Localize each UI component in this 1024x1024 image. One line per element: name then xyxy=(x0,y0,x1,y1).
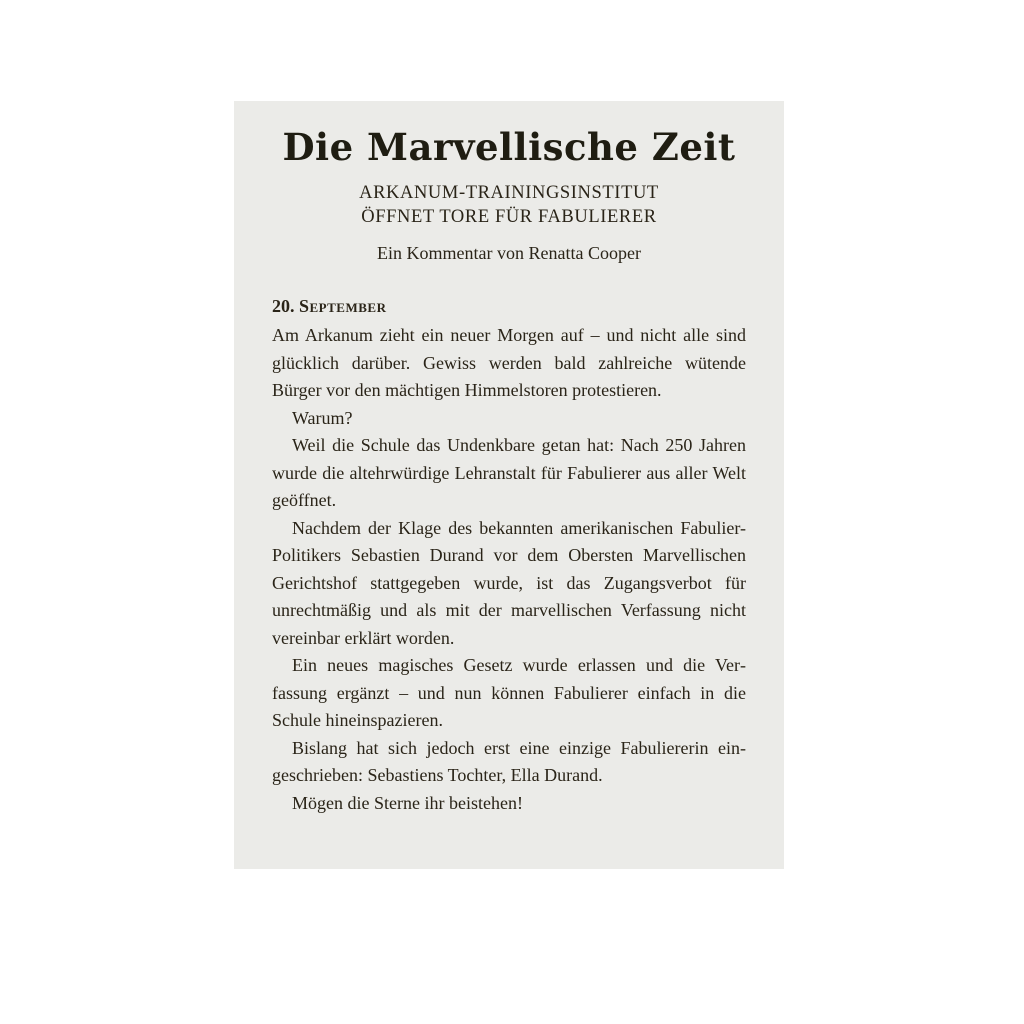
paragraph-5: Ein neues magisches Gesetz wurde erlassen und die Verfassung ergänzt – und nun können Fabulierer einfach in die Schule hineinspazieren. xyxy=(272,655,746,730)
byline: Ein Kommentar von Renatta Cooper xyxy=(377,243,641,263)
paragraph-3: Weil die Schule das Undenkbare getan hat: Nach 250 Jahren wurde die altehrwürdige Lehranstalt für Fabulierer aus aller Welt geöffnet. xyxy=(272,435,746,510)
paragraph-1: Am Arkanum zieht ein neuer Morgen auf – und nicht alle sind glücklich darüber. Gewiss werden bald zahlreiche wütende Bürger vor den mächtigen Himmelstoren protestieren. xyxy=(272,325,746,400)
headline-line-1: ARKANUM-TRAININGSINSTITUT xyxy=(359,183,659,203)
masthead: Die Marvellische Zeit xyxy=(282,125,736,169)
paragraph-7: Mögen die Sterne ihr beistehen! xyxy=(292,792,523,813)
dateline xyxy=(272,297,746,316)
headline xyxy=(272,181,746,229)
paragraph-4: Nachdem der Klage des bekannten amerikanischen Fabulier-Politikers Sebastien Durand vor dem Obersten Marvellischen Gerichtshof stattgegeben wurde, ist das Zugangsverbot für unrechtmäßig und als mit der marvellischen Verfassung nicht vereinbar erklärt worden. xyxy=(272,517,746,648)
article-body xyxy=(272,297,746,817)
dateline-day: 20. xyxy=(272,296,295,316)
dateline-month: September xyxy=(299,296,387,316)
newspaper-page xyxy=(234,101,784,869)
paragraph-2: Warum? xyxy=(292,407,353,428)
paragraph-6: Bislang hat sich jedoch erst eine einzige Fabuliererin eingeschrieben: Sebastiens Tochter, Ella Durand. xyxy=(272,737,746,785)
headline-line-2: ÖFFNET TORE FÜR FABULIERER xyxy=(361,207,657,227)
